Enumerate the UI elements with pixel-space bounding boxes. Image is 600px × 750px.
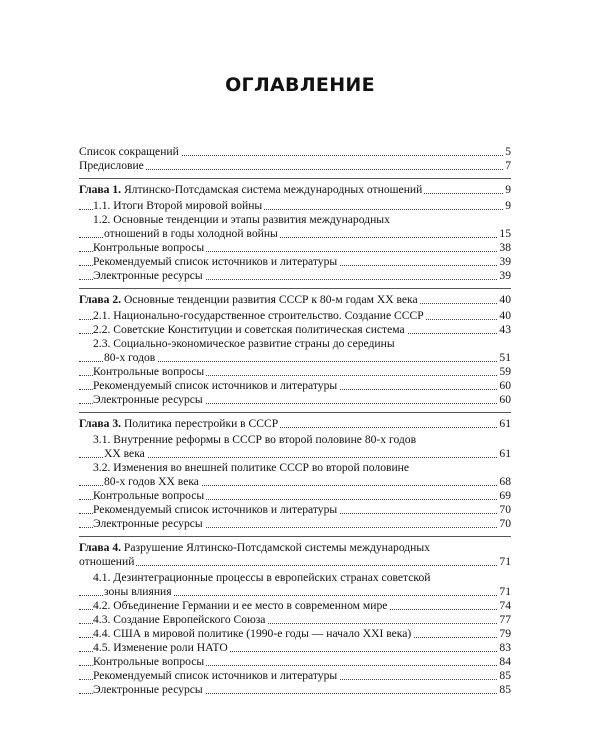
toc-entry-extra bbox=[79, 255, 511, 269]
toc-entry-extra bbox=[79, 503, 511, 517]
entry-title bbox=[79, 183, 424, 196]
page-title: ОГЛАВЛЕНИЕ bbox=[225, 74, 375, 96]
page-number: 61 bbox=[499, 417, 511, 430]
page-number: 40 bbox=[499, 293, 511, 306]
page-number: 70 bbox=[499, 503, 511, 516]
page-number: 59 bbox=[499, 365, 511, 378]
toc-entry-extra bbox=[79, 489, 511, 503]
chapter-heading bbox=[79, 417, 511, 431]
chapter-label: Глава 1. bbox=[79, 183, 122, 196]
entry-title: отношений bbox=[79, 555, 135, 568]
toc-entry-section bbox=[79, 351, 511, 365]
toc-entry-extra bbox=[79, 669, 511, 683]
toc-entry-extra bbox=[79, 683, 511, 697]
toc-entry-extra bbox=[79, 517, 511, 531]
toc-entry-section bbox=[79, 475, 511, 489]
entry-title: 1.1. Итоги Второй мировой войны bbox=[93, 199, 263, 212]
chapter-label: Глава 4. bbox=[79, 541, 122, 554]
page-number: 15 bbox=[499, 227, 511, 240]
separator-line bbox=[79, 536, 511, 537]
toc-entry-section bbox=[79, 199, 511, 213]
entry-title: Список сокращений bbox=[79, 145, 179, 158]
page-number: 60 bbox=[499, 393, 511, 406]
toc-entry-section bbox=[79, 309, 511, 323]
chapter-title: Политика перестройки в СССР bbox=[123, 417, 279, 430]
chapter-title: Ялтинско-Потсдамская система международных отношений bbox=[123, 183, 423, 196]
entry-title: Рекомендуемый список источников и литературы bbox=[93, 669, 338, 682]
toc-entry-section bbox=[79, 227, 511, 241]
page-number: 85 bbox=[499, 683, 511, 696]
entry-title: зоны влияния bbox=[104, 585, 172, 598]
entry-title: Контрольные вопросы bbox=[93, 241, 205, 254]
section-title-line: 4.1. Дезинтеграционные процессы в европейских странах советской bbox=[93, 571, 431, 584]
page-number: 68 bbox=[499, 475, 511, 488]
toc-entry-section bbox=[79, 599, 511, 613]
entry-title bbox=[79, 417, 280, 430]
page-number: 60 bbox=[499, 379, 511, 392]
entry-title: 4.5. Изменение роли НАТО bbox=[93, 641, 228, 654]
page-number: 9 bbox=[505, 183, 511, 196]
page-number: 69 bbox=[499, 489, 511, 502]
entry-title: Электронные ресурсы bbox=[93, 269, 203, 282]
section-title-line: 3.1. Внутренние реформы в СССР во второй половине 80-х годов bbox=[93, 433, 417, 446]
toc-entry-extra bbox=[79, 269, 511, 283]
leader-dots bbox=[79, 565, 511, 566]
toc-entry-extra bbox=[79, 379, 511, 393]
page-number: 43 bbox=[499, 323, 511, 336]
entry-title: Электронные ресурсы bbox=[93, 683, 203, 696]
chapter-heading bbox=[79, 293, 511, 307]
chapter-heading bbox=[79, 183, 511, 197]
page-number: 51 bbox=[499, 351, 511, 364]
entry-title: Контрольные вопросы bbox=[93, 489, 205, 502]
entry-title: Рекомендуемый список источников и литературы bbox=[93, 503, 338, 516]
entry-title: 4.3. Создание Европейского Союза bbox=[93, 613, 266, 626]
entry-title: 80-х годов bbox=[104, 351, 156, 364]
section-title-line: 1.2. Основные тенденции и этапы развития международных bbox=[93, 213, 390, 226]
section-title-line: 3.2. Изменения во внешней политике СССР во второй половине bbox=[93, 461, 410, 474]
page-number: 38 bbox=[499, 241, 511, 254]
page-number: 71 bbox=[499, 585, 511, 598]
page-number: 83 bbox=[499, 641, 511, 654]
entry-title: отношений в годы холодной войны bbox=[104, 227, 278, 240]
page-number: 5 bbox=[505, 145, 511, 158]
separator-line bbox=[79, 288, 511, 289]
page-number: 9 bbox=[505, 199, 511, 212]
page-number: 39 bbox=[499, 269, 511, 282]
chapter-title: Основные тенденции развития СССР к 80-м годам XX века bbox=[123, 293, 418, 306]
separator-line bbox=[79, 412, 511, 413]
toc-entry-section bbox=[79, 447, 511, 461]
entry-title: XX века bbox=[104, 447, 145, 460]
toc-entry-front bbox=[79, 159, 511, 173]
toc-entry-section bbox=[79, 627, 511, 641]
entry-title: 4.4. США в мировой политике (1990-е годы — начало XXI века) bbox=[93, 627, 412, 640]
page-number: 85 bbox=[499, 669, 511, 682]
entry-title: 2.1. Национально-государственное строительство. Создание СССР bbox=[93, 309, 424, 322]
entry-title: Предисловие bbox=[79, 159, 144, 172]
entry-title: Контрольные вопросы bbox=[93, 655, 205, 668]
section-title-line: 2.3. Социально-экономическое развитие страны до середины bbox=[93, 337, 395, 350]
toc-entry-extra bbox=[79, 655, 511, 669]
chapter-heading-line: Глава 4. Разрушение Ялтинско-Потсдамской системы международных bbox=[79, 541, 430, 554]
table-of-contents bbox=[79, 145, 511, 697]
toc-entry-section bbox=[79, 613, 511, 627]
entry-title: 4.2. Объединение Германии и ее место в современном мире bbox=[93, 599, 388, 612]
entry-title: Рекомендуемый список источников и литературы bbox=[93, 255, 338, 268]
entry-title: Рекомендуемый список источников и литературы bbox=[93, 379, 338, 392]
page-number: 77 bbox=[499, 613, 511, 626]
page-number: 39 bbox=[499, 255, 511, 268]
page-number: 40 bbox=[499, 309, 511, 322]
entry-title: 80-х годов XX века bbox=[104, 475, 199, 488]
separator-line bbox=[79, 178, 511, 179]
chapter-heading bbox=[79, 555, 511, 569]
page-number: 70 bbox=[499, 517, 511, 530]
toc-entry-extra bbox=[79, 365, 511, 379]
toc-entry-section bbox=[79, 323, 511, 337]
toc-entry-section bbox=[79, 585, 511, 599]
toc-entry-extra bbox=[79, 393, 511, 407]
toc-entry-extra bbox=[79, 241, 511, 255]
entry-title: Контрольные вопросы bbox=[93, 365, 205, 378]
entry-title: Электронные ресурсы bbox=[93, 393, 203, 406]
toc-entry-front bbox=[79, 145, 511, 159]
toc-entry-section bbox=[79, 641, 511, 655]
chapter-label: Глава 2. bbox=[79, 293, 122, 306]
page-number: 79 bbox=[499, 627, 511, 640]
page-number: 71 bbox=[499, 555, 511, 568]
entry-title: 2.2. Советские Конституции и советская политическая система bbox=[93, 323, 405, 336]
entry-title bbox=[79, 293, 420, 306]
page-number: 74 bbox=[499, 599, 511, 612]
chapter-label: Глава 3. bbox=[79, 417, 122, 430]
entry-title: Электронные ресурсы bbox=[93, 517, 203, 530]
page-number: 61 bbox=[499, 447, 511, 460]
page-number: 84 bbox=[499, 655, 511, 668]
page-number: 7 bbox=[505, 159, 511, 172]
